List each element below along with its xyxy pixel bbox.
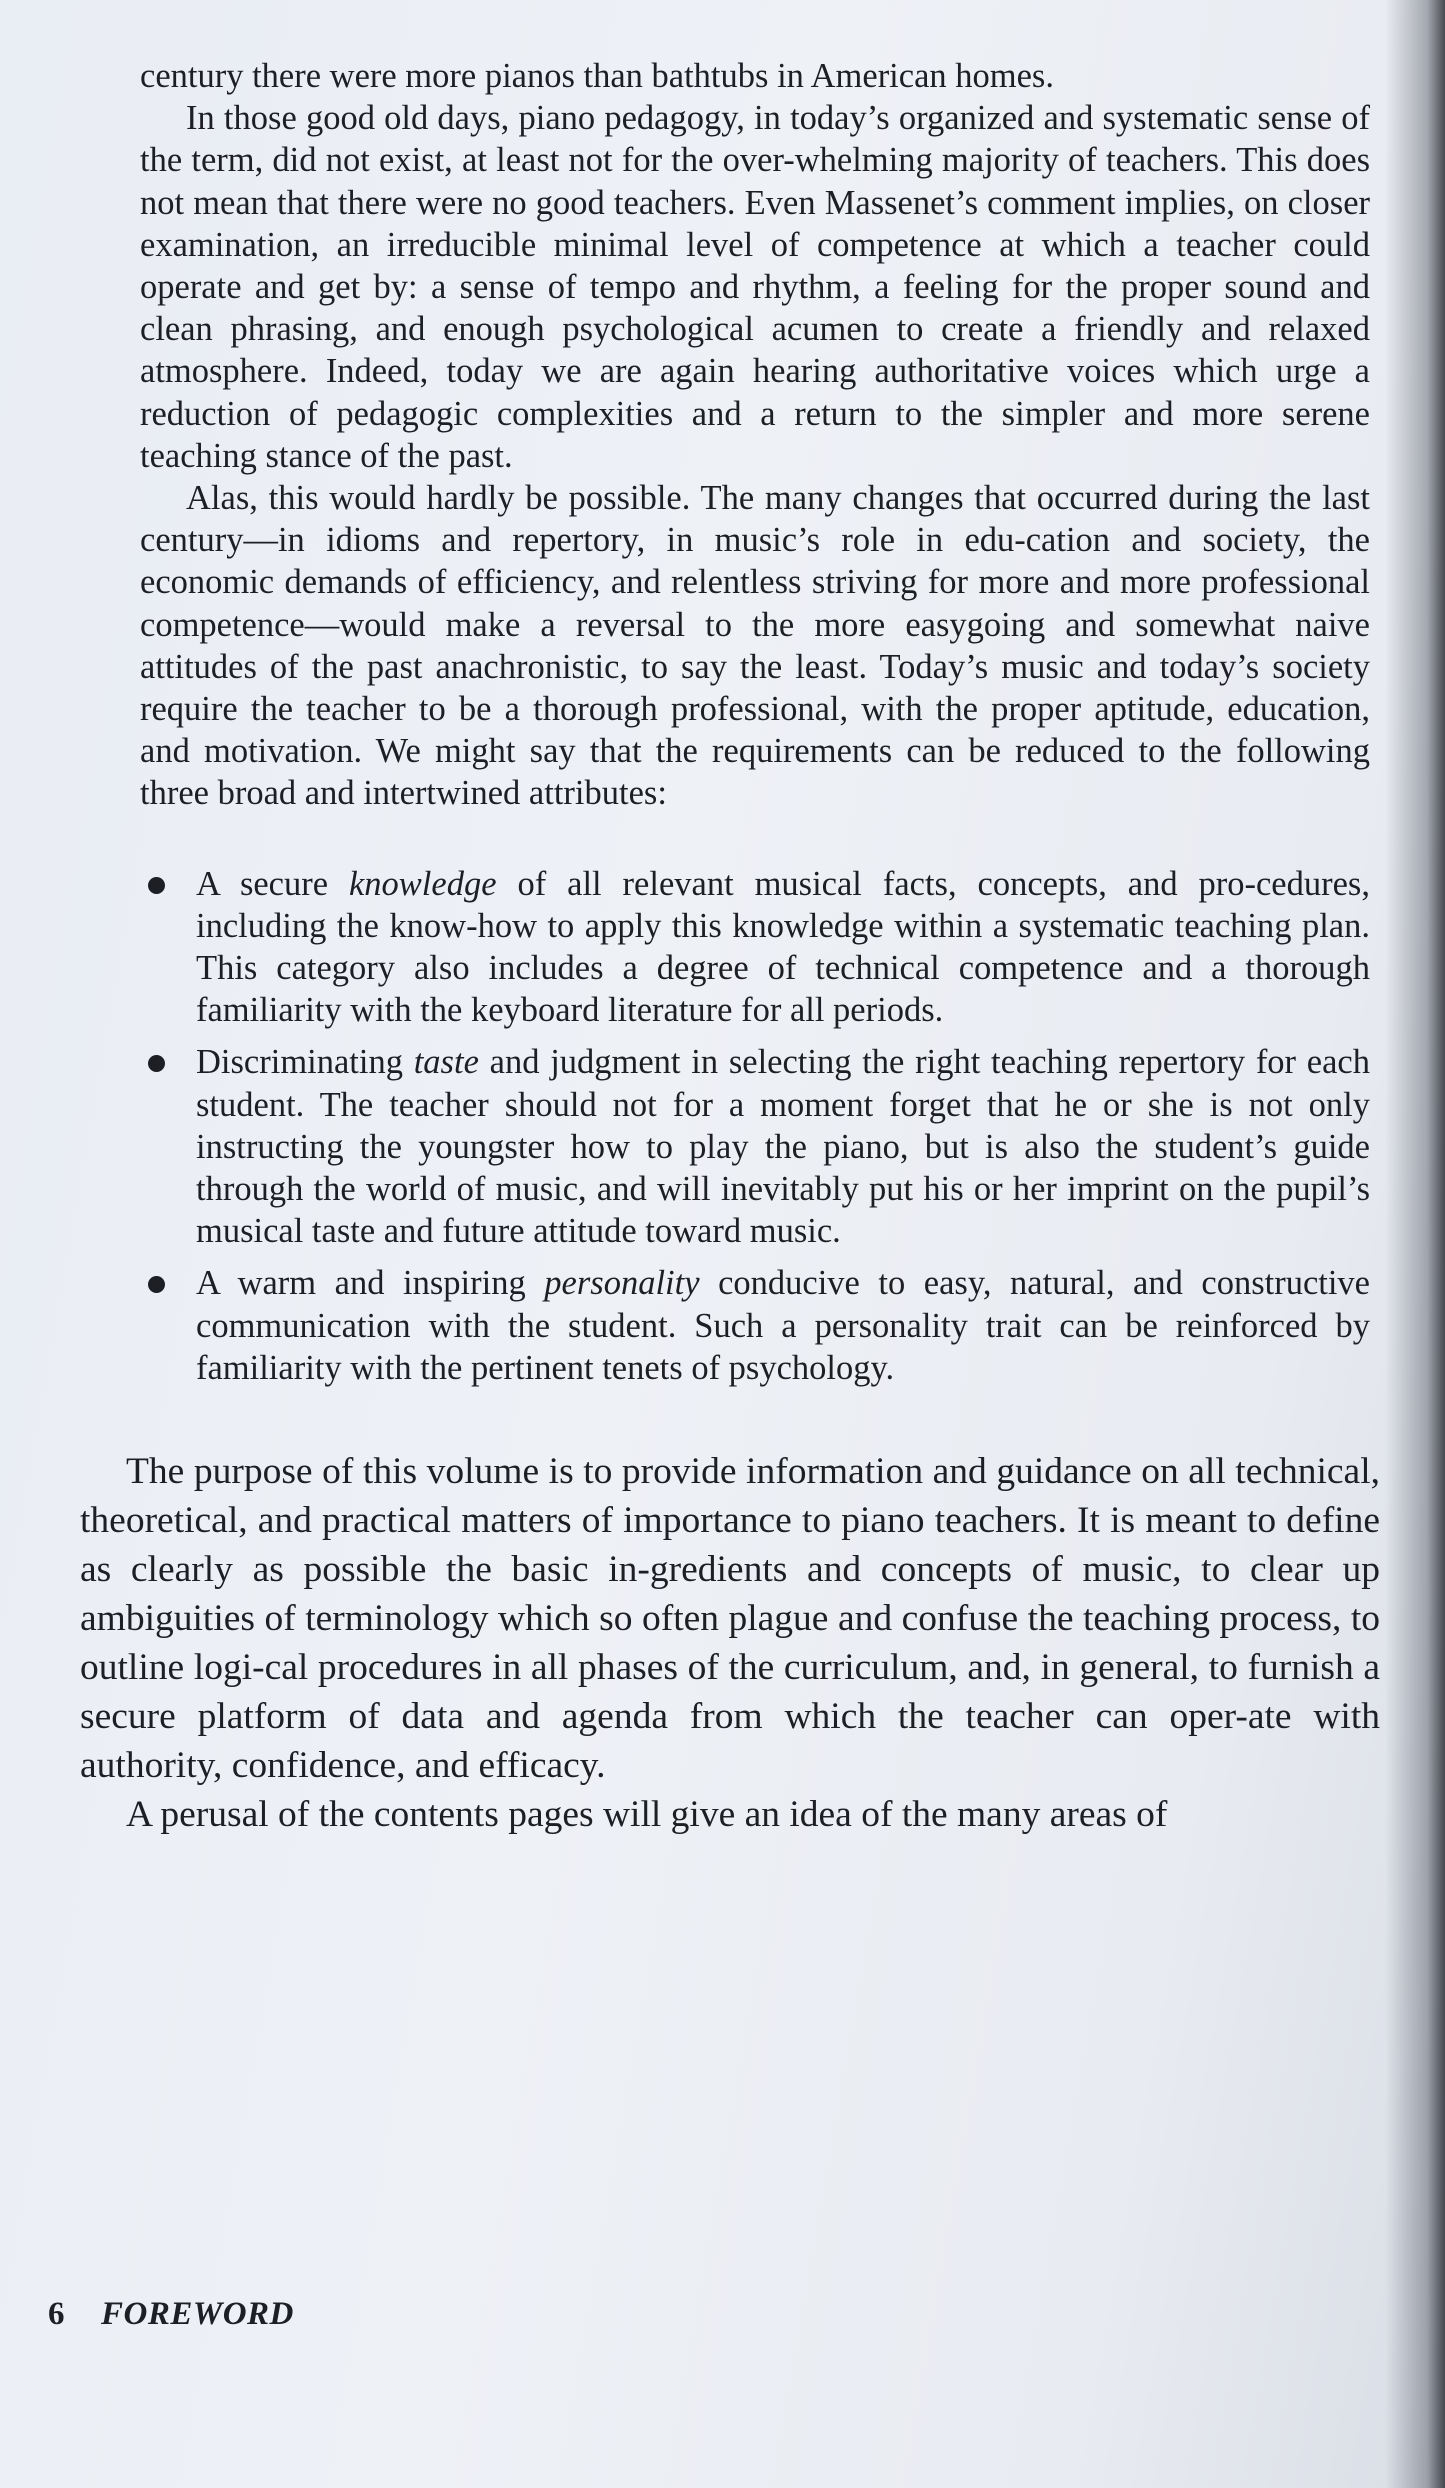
- paragraph-purpose: The purpose of this volume is to provide information and guidance on all technical, theoretical, and practical matters of importance to piano teachers. It is meant to define as clearly as possible the basic in-gredients and concepts of music, to clear up ambiguities of terminology which so often plague and confuse the teaching process, to outline logi-cal procedures in all phases of the curriculum, and, in general, to furnish a secure platform of data and agenda from which the teacher can oper-ate with authority, confidence, and efficacy.: [80, 1451, 1380, 1787]
- list-item-taste: [196, 1041, 1370, 1252]
- attributes-list: [140, 863, 1370, 1389]
- bullet-emphasis: personality: [544, 1264, 700, 1303]
- paragraph-old-days: In those good old days, piano pedagogy, in today’s organized and systematic sense of the term, did not exist, at least not for the over-whelming majority of teachers. This does not mean that there were no good teachers. Even Massenet’s comment implies, on closer examination, an irreducible minimal level of competence at which a teacher could operate and get by: a sense of tempo and rhythm, a feeling for the proper sound and clean phrasing, and enough psychological acumen to create a friendly and relaxed atmosphere. Indeed, today we are again hearing authoritative voices which urge a reduction of pedagogic complexities and a return to the simpler and more serene teaching stance of the past.: [140, 99, 1370, 475]
- lower-section: [80, 1447, 1380, 1839]
- bullet-dot-icon: [148, 1276, 165, 1293]
- bullet-text-start: A warm and inspiring: [196, 1264, 545, 1303]
- bullet-text-rest: conducive to easy, natural, and constructive communication with the student. Such a personality trait can be reinforced by familiarity with the pertinent tenets of psychology.: [196, 1264, 1370, 1387]
- bullet-text-rest: and judgment in selecting the right teaching repertory for each student. The teacher should not for a moment forget that he or she is not only instructing the youngster how to play the piano, but is also the student’s guide through the world of music, and will inevitably put his or her imprint on the pupil’s musical taste and future attitude toward music.: [196, 1043, 1370, 1251]
- bullet-dot-icon: [148, 877, 165, 894]
- bullet-text-rest: of all relevant musical facts, concepts, and pro-cedures, including the know-how to apply this knowledge within a systematic teaching plan. This category also includes a degree of technical competence and a thorough familiarity with the keyboard literature for all periods.: [196, 864, 1370, 1030]
- list-item-personality: [196, 1262, 1370, 1389]
- bullet-emphasis: knowledge: [348, 864, 497, 903]
- book-page: [80, 55, 1380, 1839]
- running-head: FOREWORD: [101, 2296, 294, 2332]
- page-number: 6: [48, 2296, 65, 2332]
- bullet-dot-icon: [148, 1055, 165, 1072]
- paragraph-perusal: A perusal of the contents pages will give an idea of the many areas of: [126, 1794, 1168, 1836]
- page-edge-shadow: [1385, 0, 1445, 2488]
- bullet-text-start: A secure: [196, 864, 349, 903]
- bullet-emphasis: taste: [413, 1043, 479, 1082]
- paragraph-continuation: century there were more pianos than bathtubs in American homes.: [140, 57, 1054, 95]
- bullet-text-start: Discriminating: [196, 1043, 414, 1082]
- paragraph-alas: Alas, this would hardly be possible. The many changes that occurred during the last century—in idioms and repertory, in music’s role in edu-cation and society, the economic demands of efficiency, and relentless striving for more and more professional competence—would make a reversal to the more easygoing and somewhat naive attitudes of the past anachronistic, to say the least. Today’s music and today’s society require the teacher to be a thorough professional, with the proper aptitude, education, and motivation. We might say that the requirements can be reduced to the following three broad and intertwined attributes:: [140, 479, 1370, 813]
- page-footer: [48, 2296, 294, 2333]
- list-item-knowledge: [196, 863, 1370, 1032]
